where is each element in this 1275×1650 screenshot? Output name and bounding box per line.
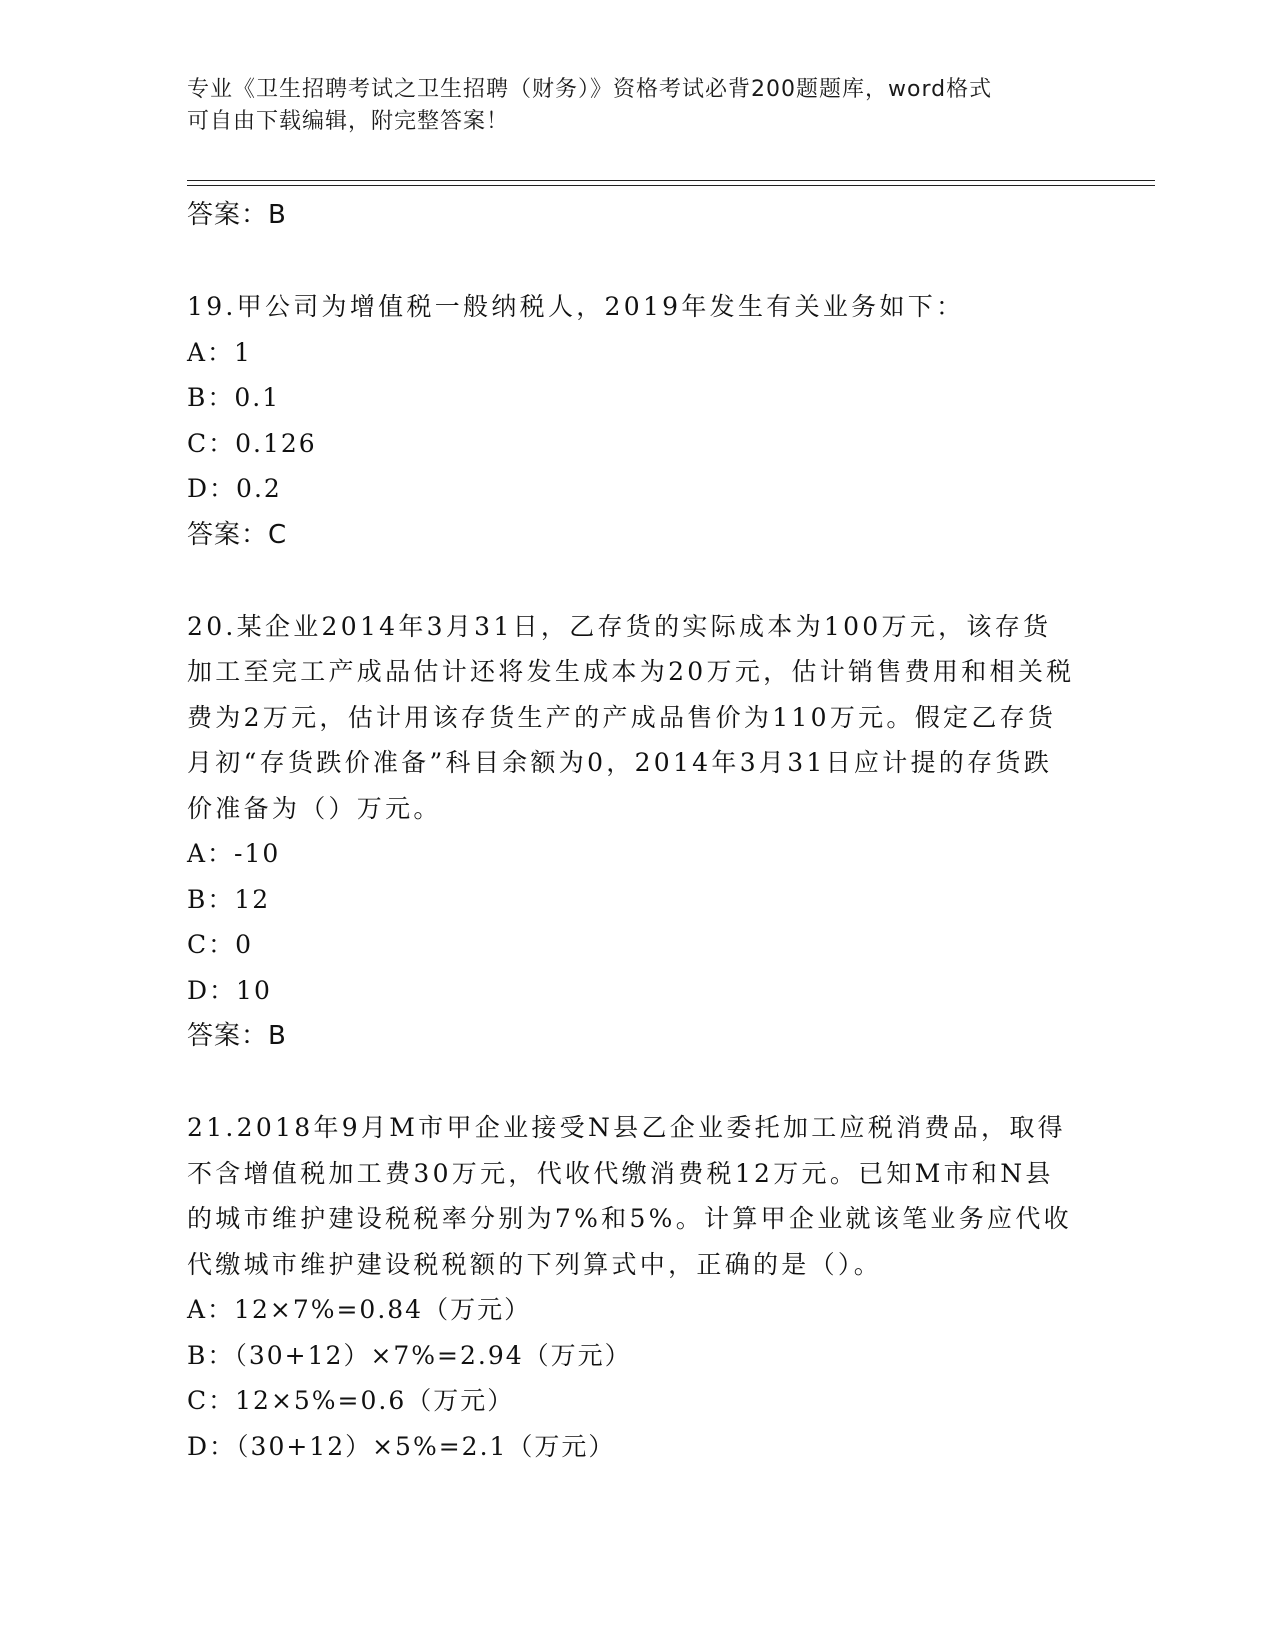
header-divider-bottom — [187, 185, 1155, 186]
question-20-answer: 答案：B — [187, 1021, 287, 1051]
question-20-text: 20.某企业2014年3月31日，乙存货的实际成本为100万元，该存货加工至完工产成品估计还将发生成本为20万元，估计销售费用和相关税费为2万元，估计用该存货生产的产成品售价为110万元。假定乙存货月初“存货跌价准备”科目余额为0，2014年3月31日应计提的存货跌价准备为（）万元。 — [187, 611, 1075, 823]
question-19 — [187, 284, 1077, 558]
question-21-text: 21.2018年9月M市甲企业接受N县乙企业委托加工应税消费品，取得不含增值税加工费30万元，代收代缴消费税12万元。已知M市和N县的城市维护建设税税率分别为7%和5%。计算甲企业就该笔业务应代收代缴城市维护建设税税额的下列算式中，正确的是（）。 — [187, 1113, 1072, 1279]
question-20 — [187, 604, 1077, 1060]
question-19-option-c: C：0.126 — [187, 428, 317, 458]
answer-18: 答案：B — [187, 200, 287, 230]
question-19-option-b: B：0.1 — [187, 383, 281, 412]
question-20-option-a: A：-10 — [187, 839, 281, 868]
header-line-2: 可自由下载编辑，附完整答案！ — [187, 109, 510, 134]
question-21-option-c: C：12×5%=0.6（万元） — [187, 1386, 515, 1415]
question-21-option-a: A：12×7%=0.84（万元） — [187, 1295, 532, 1324]
question-20-option-b: B：12 — [187, 884, 271, 914]
question-19-text: 19.甲公司为增值税一般纳税人，2019年发生有关业务如下： — [187, 292, 965, 321]
header-line-1: 专业《卫生招聘考试之卫生招聘（财务）》资格考试必背200题题库，word格式 — [187, 77, 993, 102]
question-19-option-d: D：0.2 — [187, 474, 282, 503]
question-21 — [187, 1105, 1077, 1469]
question-19-option-a: A：1 — [187, 337, 252, 367]
document-header — [187, 74, 1077, 138]
question-20-option-d: D：10 — [187, 975, 272, 1005]
question-21-option-b: B：（30+12）×7%=2.94（万元） — [187, 1340, 632, 1370]
question-20-option-c: C：0 — [187, 930, 254, 959]
header-divider-top — [187, 180, 1155, 181]
question-19-answer: 答案：C — [187, 519, 288, 550]
question-21-option-d: D：（30+12）×5%=2.1（万元） — [187, 1431, 616, 1461]
question-content — [187, 192, 1077, 1469]
